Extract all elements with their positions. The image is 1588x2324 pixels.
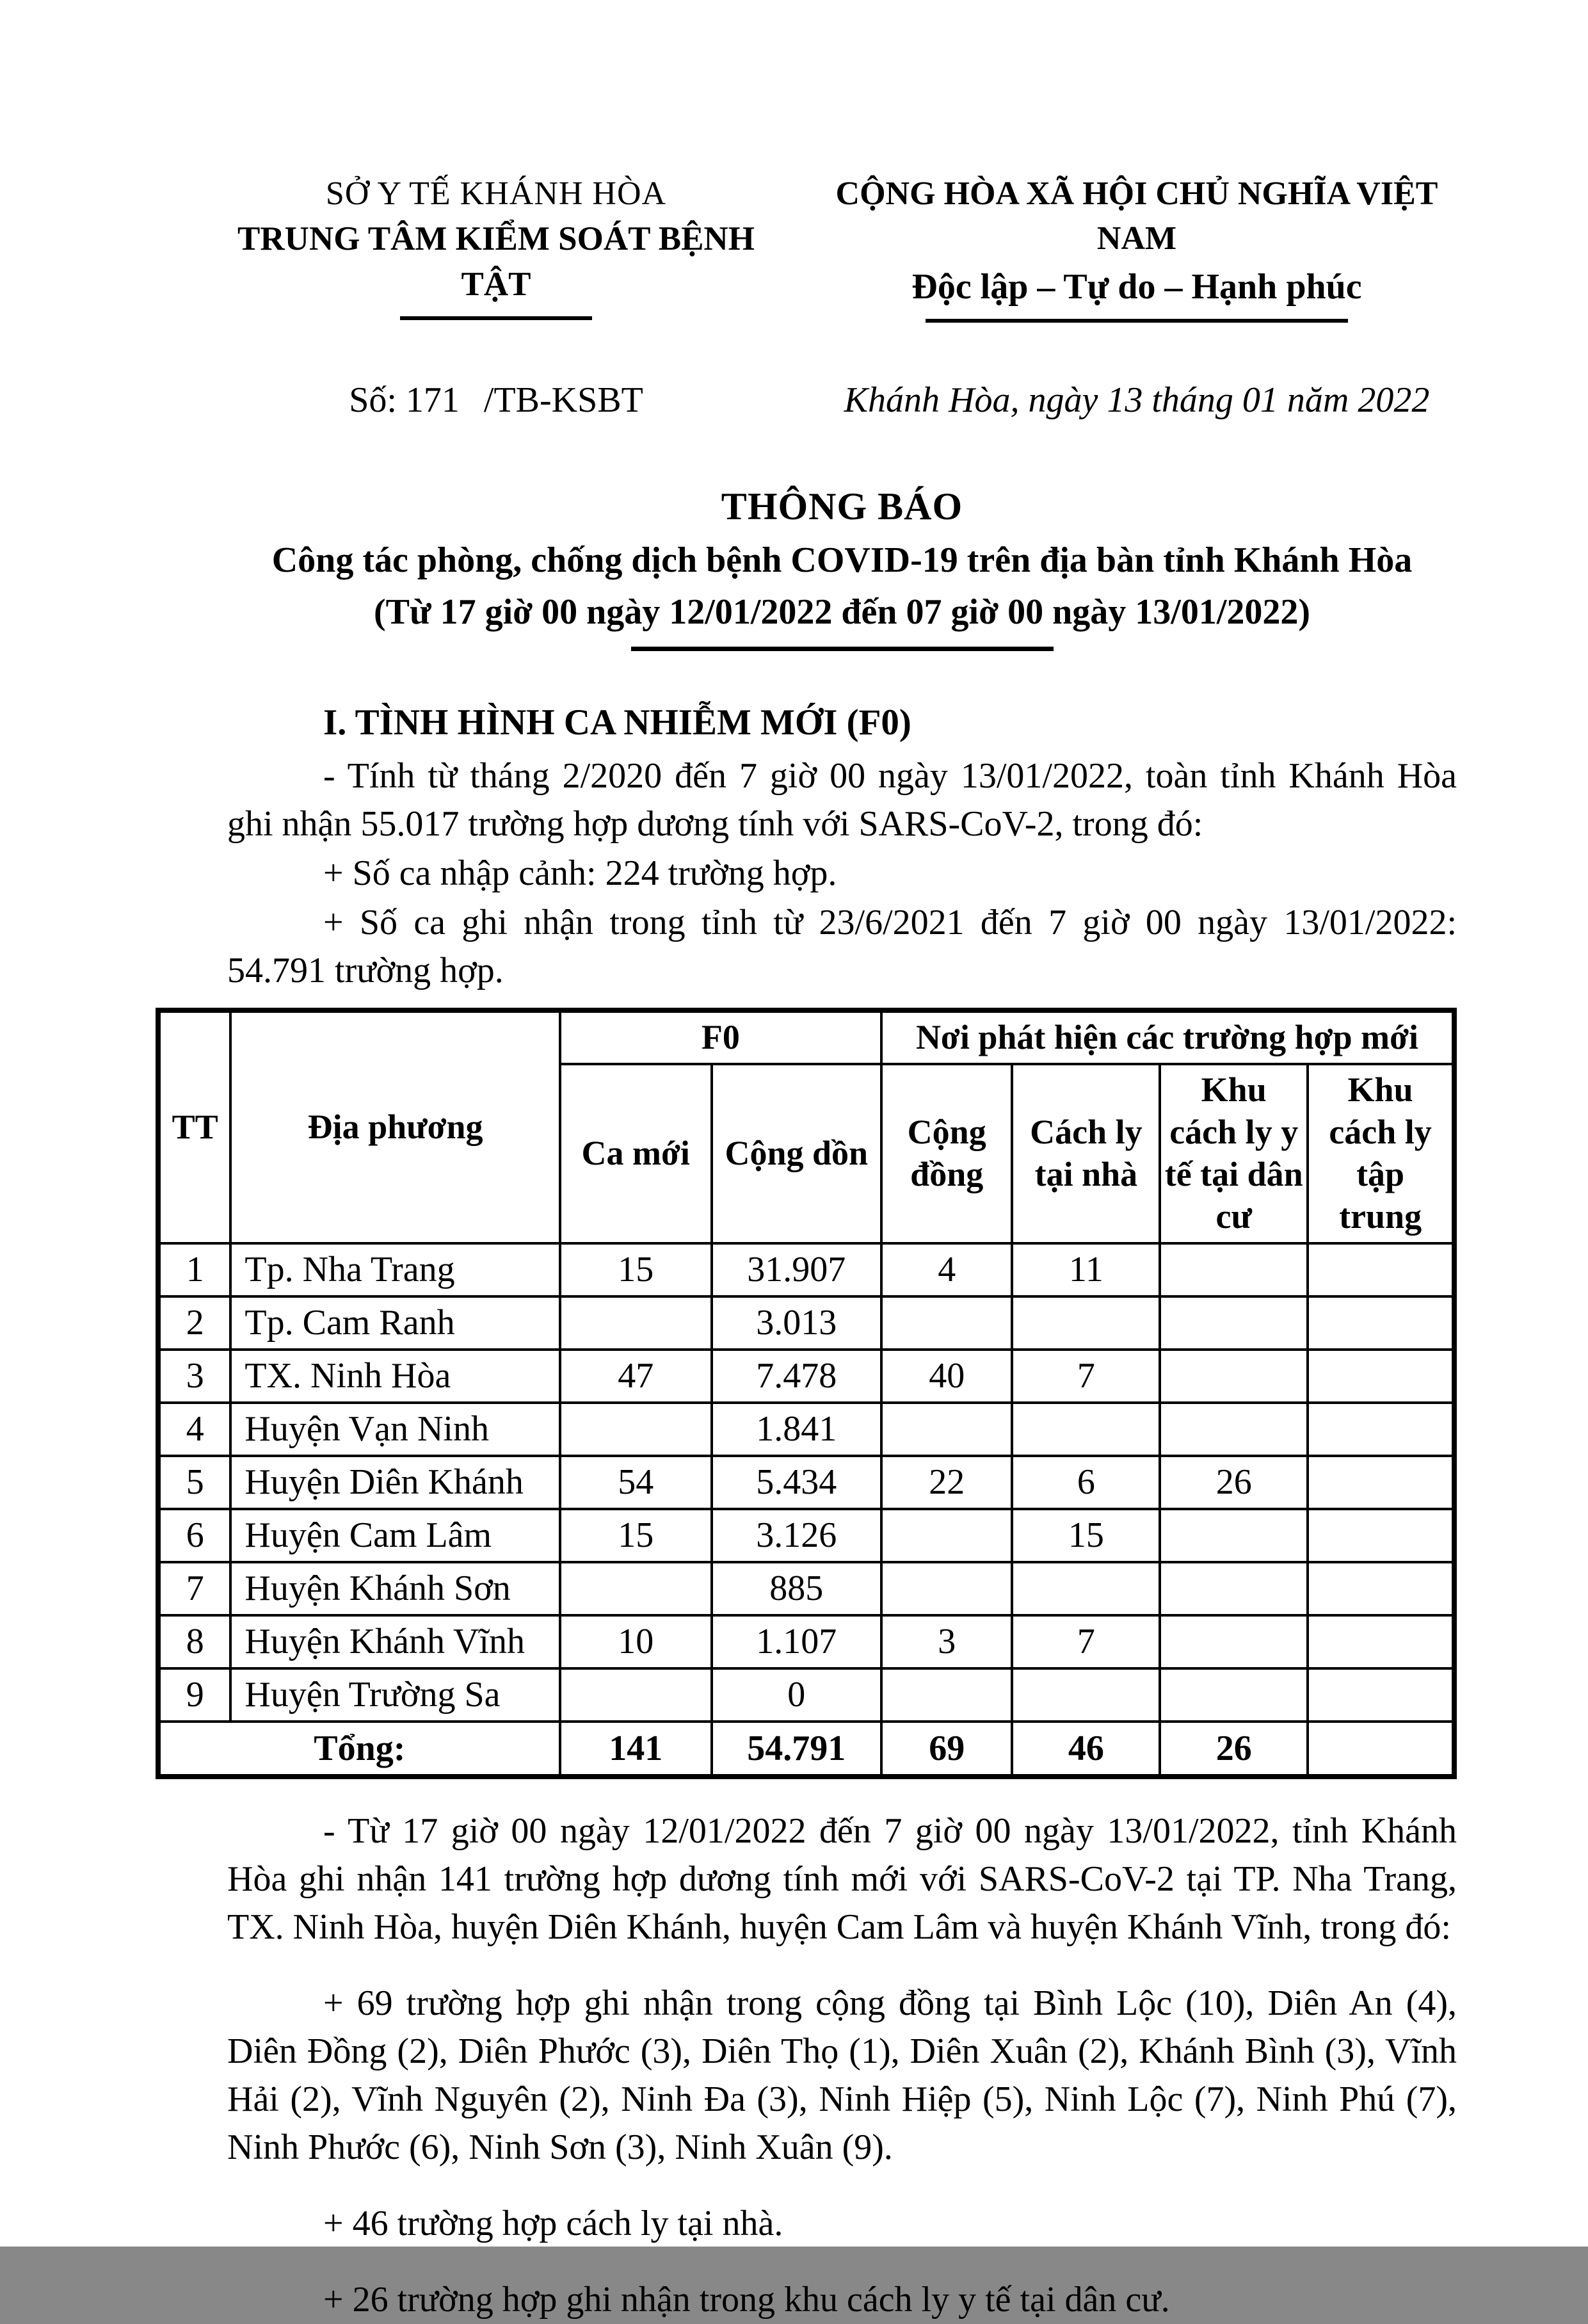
cell-value bbox=[1308, 1509, 1454, 1562]
cell-dia-phuong: Huyện Khánh Sơn bbox=[230, 1562, 559, 1615]
table-body bbox=[158, 1243, 1454, 1777]
cell-value bbox=[1160, 1668, 1308, 1722]
cell-value: 7 bbox=[1012, 1615, 1160, 1668]
cell-value: 54 bbox=[560, 1456, 712, 1509]
col-header-khu-cach-ly-tap-trung: Khu cách ly tập trung bbox=[1308, 1064, 1454, 1243]
title-block bbox=[227, 481, 1457, 650]
cell-value bbox=[1160, 1615, 1308, 1668]
cell-value: 3.126 bbox=[712, 1509, 881, 1562]
org-underline bbox=[400, 316, 592, 320]
place-date: Khánh Hòa, ngày 13 tháng 01 năm 2022 bbox=[844, 380, 1430, 421]
col-header-tt: TT bbox=[158, 1010, 230, 1243]
after-table-section bbox=[227, 1807, 1457, 2324]
org-parent-name: SỞ Y TẾ KHÁNH HÒA bbox=[325, 175, 667, 212]
paragraph-bullet-1: + Số ca nhập cảnh: 224 trường hợp. bbox=[323, 853, 837, 894]
cell-value bbox=[1012, 1562, 1160, 1615]
total-label: Tổng: bbox=[158, 1722, 560, 1777]
national-motto: Độc lập – Tự do – Hạnh phúc bbox=[911, 267, 1362, 307]
cell-value: 3 bbox=[881, 1615, 1013, 1668]
national-title: CỘNG HÒA XÃ HỘI CHỦ NGHĨA VIỆT NAM bbox=[835, 175, 1438, 257]
table-row bbox=[158, 1562, 1454, 1615]
paragraph-community-cases: + 69 trường hợp ghi nhận trong cộng đồng tại Bình Lộc (10), Diên An (4), Diên Đồng (2), Diên Phước (3), Diên Thọ (1), Diên Xuân (2), Khánh Bình (3), Vĩnh Hải (2), Vĩnh Nguyên (2), Ninh Đa (3), Ninh Hiệp (5), Ninh Lộc (7), Ninh Phú (7), Ninh Phước (6), Ninh Sơn (3), Ninh Xuân (9). bbox=[227, 1983, 1457, 2168]
table-row bbox=[158, 1615, 1454, 1668]
cell-value: 7 bbox=[1012, 1350, 1160, 1403]
title-underline bbox=[631, 647, 1054, 651]
cell-value: 7.478 bbox=[712, 1350, 881, 1403]
cell-tt: 5 bbox=[158, 1456, 230, 1509]
paragraph-home-quarantine: + 46 trường hợp cách ly tại nhà. bbox=[323, 2204, 783, 2244]
paragraph-summary: - Từ 17 giờ 00 ngày 12/01/2022 đến 7 giờ 00 ngày 13/01/2022, tỉnh Khánh Hòa ghi nhận 141 trường hợp dương tính mới với SARS-CoV-2 tại TP. Nha Trang, TX. Ninh Hòa, huyện Diên Khánh, huyện Cam Lâm và huyện Khánh Vĩnh, trong đó: bbox=[227, 1811, 1457, 1948]
document-subtitle: Công tác phòng, chống dịch bệnh COVID-19 trên địa bàn tỉnh Khánh Hòa bbox=[271, 540, 1413, 580]
cell-value bbox=[1308, 1456, 1454, 1509]
cell-tt: 6 bbox=[158, 1509, 230, 1562]
cell-value bbox=[881, 1562, 1013, 1615]
cell-tt: 3 bbox=[158, 1350, 230, 1403]
table-row bbox=[158, 1243, 1454, 1296]
total-value: 26 bbox=[1160, 1722, 1308, 1777]
col-group-f0: F0 bbox=[560, 1010, 881, 1064]
cell-value bbox=[560, 1668, 712, 1722]
cell-dia-phuong: Huyện Diên Khánh bbox=[230, 1456, 559, 1509]
cell-value: 15 bbox=[560, 1509, 712, 1562]
cell-tt: 9 bbox=[158, 1668, 230, 1722]
paragraph-medical-quarantine: + 26 trường hợp ghi nhận trong khu cách ly y tế tại dân cư. bbox=[323, 2280, 1170, 2320]
cell-value: 3.013 bbox=[712, 1296, 881, 1350]
doc-number bbox=[227, 376, 765, 424]
section-heading: I. TÌNH HÌNH CA NHIỄM MỚI (F0) bbox=[323, 702, 911, 743]
motto-underline bbox=[926, 319, 1348, 323]
cell-value: 26 bbox=[1160, 1456, 1308, 1509]
cell-dia-phuong: TX. Ninh Hòa bbox=[230, 1350, 559, 1403]
col-header-dia-phuong: Địa phương bbox=[230, 1010, 559, 1243]
document-period: (Từ 17 giờ 00 ngày 12/01/2022 đến 07 giờ 00 ngày 13/01/2022) bbox=[373, 592, 1311, 632]
cell-tt: 2 bbox=[158, 1296, 230, 1350]
cell-dia-phuong: Huyện Cam Lâm bbox=[230, 1509, 559, 1562]
cell-dia-phuong: Tp. Nha Trang bbox=[230, 1243, 559, 1296]
cell-value: 885 bbox=[712, 1562, 881, 1615]
total-value: 46 bbox=[1012, 1722, 1160, 1777]
total-value: 69 bbox=[881, 1722, 1013, 1777]
cell-value bbox=[560, 1403, 712, 1456]
cell-value bbox=[1012, 1668, 1160, 1722]
cell-value: 5.434 bbox=[712, 1456, 881, 1509]
org-name: TRUNG TÂM KIỂM SOÁT BỆNH TẬT bbox=[237, 220, 755, 303]
cell-value: 1.841 bbox=[712, 1403, 881, 1456]
cell-value bbox=[1308, 1562, 1454, 1615]
cell-value: 22 bbox=[881, 1456, 1013, 1509]
cell-value bbox=[560, 1296, 712, 1350]
col-header-ca-moi: Ca mới bbox=[560, 1064, 712, 1243]
cell-value bbox=[1160, 1350, 1308, 1403]
col-header-cong-dong: Cộng đồng bbox=[881, 1064, 1013, 1243]
table-row bbox=[158, 1403, 1454, 1456]
cell-value: 10 bbox=[560, 1615, 712, 1668]
cell-value bbox=[560, 1562, 712, 1615]
issuing-org-block bbox=[227, 172, 765, 424]
paragraph-bullet-2: + Số ca ghi nhận trong tỉnh từ 23/6/2021 đến 7 giờ 00 ngày 13/01/2022: 54.791 trường hợp. bbox=[227, 903, 1457, 991]
cell-value bbox=[1160, 1403, 1308, 1456]
cell-value bbox=[1308, 1668, 1454, 1722]
total-value: 54.791 bbox=[712, 1722, 881, 1777]
col-group-noi-phat-hien: Nơi phát hiện các trường hợp mới bbox=[881, 1010, 1454, 1064]
cell-value bbox=[1308, 1615, 1454, 1668]
cell-value bbox=[1308, 1403, 1454, 1456]
cell-dia-phuong: Huyện Khánh Vĩnh bbox=[230, 1615, 559, 1668]
cell-value bbox=[1160, 1509, 1308, 1562]
cell-value: 40 bbox=[881, 1350, 1013, 1403]
cell-value: 15 bbox=[560, 1243, 712, 1296]
cell-value: 6 bbox=[1012, 1456, 1160, 1509]
cell-value bbox=[1308, 1243, 1454, 1296]
col-header-cach-ly-tai-nha: Cách ly tại nhà bbox=[1012, 1064, 1160, 1243]
covid-cases-table bbox=[156, 1008, 1457, 1779]
cell-tt: 1 bbox=[158, 1243, 230, 1296]
doc-number-value: Số: 171 bbox=[349, 380, 460, 420]
document-title: THÔNG BÁO bbox=[721, 485, 963, 528]
table-row bbox=[158, 1456, 1454, 1509]
cell-value bbox=[1308, 1296, 1454, 1350]
cell-value: 15 bbox=[1012, 1509, 1160, 1562]
paragraph-intro: - Tính từ tháng 2/2020 đến 7 giờ 00 ngày 13/01/2022, toàn tỉnh Khánh Hòa ghi nhận 55.017 trường hợp dương tính với SARS-CoV-2, trong đó: bbox=[227, 756, 1457, 844]
cell-value: 1.107 bbox=[712, 1615, 881, 1668]
cell-value: 31.907 bbox=[712, 1243, 881, 1296]
cell-dia-phuong: Huyện Vạn Ninh bbox=[230, 1403, 559, 1456]
table-header-row-1 bbox=[158, 1010, 1454, 1064]
table-row bbox=[158, 1296, 1454, 1350]
cell-dia-phuong: Huyện Trường Sa bbox=[230, 1668, 559, 1722]
cell-value bbox=[1160, 1296, 1308, 1350]
table-header bbox=[158, 1010, 1454, 1243]
total-value bbox=[1308, 1722, 1454, 1777]
cell-dia-phuong: Tp. Cam Ranh bbox=[230, 1296, 559, 1350]
cell-value: 0 bbox=[712, 1668, 881, 1722]
cell-value bbox=[881, 1296, 1013, 1350]
cell-tt: 8 bbox=[158, 1615, 230, 1668]
cell-tt: 7 bbox=[158, 1562, 230, 1615]
cell-value bbox=[881, 1509, 1013, 1562]
cell-value bbox=[881, 1668, 1013, 1722]
cell-value: 11 bbox=[1012, 1243, 1160, 1296]
col-header-khu-cach-ly-y-te: Khu cách ly y tế tại dân cư bbox=[1160, 1064, 1308, 1243]
table-row bbox=[158, 1350, 1454, 1403]
cell-tt: 4 bbox=[158, 1403, 230, 1456]
table-row bbox=[158, 1668, 1454, 1722]
col-header-cong-don: Cộng dồn bbox=[712, 1064, 881, 1243]
table-row bbox=[158, 1509, 1454, 1562]
cell-value bbox=[1160, 1243, 1308, 1296]
document-header bbox=[227, 172, 1457, 424]
cell-value: 47 bbox=[560, 1350, 712, 1403]
doc-number-suffix: /TB-KSBT bbox=[483, 380, 643, 420]
cell-value bbox=[1012, 1403, 1160, 1456]
national-header-block bbox=[817, 172, 1457, 424]
total-value: 141 bbox=[560, 1722, 712, 1777]
table-total-row bbox=[158, 1722, 1454, 1777]
cell-value bbox=[881, 1403, 1013, 1456]
cell-value bbox=[1308, 1350, 1454, 1403]
cell-value bbox=[1160, 1562, 1308, 1615]
cell-value bbox=[1012, 1296, 1160, 1350]
cell-value: 4 bbox=[881, 1243, 1013, 1296]
